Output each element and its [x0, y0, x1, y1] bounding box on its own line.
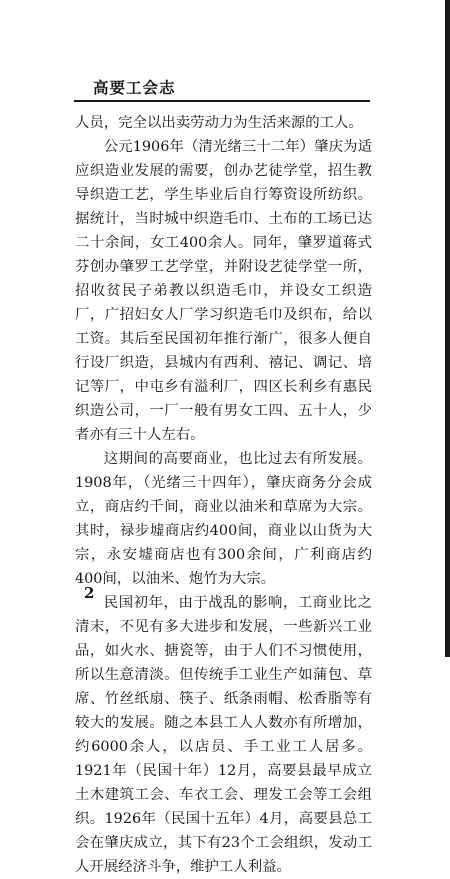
paragraph: 这期间的高要商业，也比过去有所发展。1908年，（光绪三十四年），肇庆商务分会成立，商店约千间，商业以油米和草席为大宗。其时，禄步墟商店约400间，商业以山货为大宗，永安墟商店也有300余间，广利商店约400间，以油米、炮竹为大宗。: [75, 451, 372, 587]
page-number: 2: [84, 584, 95, 602]
header-rule: [74, 100, 370, 102]
paragraph: 民国初年，由于战乱的影响，工商业比之清末，不见有多大进步和发展，一些新兴工业品，如火水、搪瓷等，由于人们不习惯使用，所以生意清淡。但传统手工业生产如蒲包、草席、竹丝纸扇、筷子、纸条雨帽、松香脂等有较大的发展。随之本县工人人数亦有所增加，约6000余人，以店员、手工业工人居多。1921年（民国十年）12月，高要县最早成立土木建筑工会、车衣工会、理发工会等工会组织。1926年（民国十五年）4月，高要县总工会在肇庆成立，其下有23个工会组织，发动工人开展经济斗争，维护工人利益。: [75, 595, 372, 875]
running-header-title: 高要工会志: [93, 78, 176, 97]
page-edge-shadow: [445, 0, 450, 657]
paragraph: 公元1906年（清光绪三十二年）肇庆为适应织造业发展的需要，创办艺徒学堂，招生教导织造工艺，学生毕业后自行筹资设所纺织。据统计，当时城中织造毛巾、土布的工场已达二十余间，女工400余人。同年，肇罗道蒋式芬创办肇罗工艺学堂，并附设艺徒学堂一所，招收贫民子弟教以织造毛巾，并设女工织造厂，广招妇女人厂学习织造毛巾及织布，给以工资。其后至民国初年推行渐广，很多人便自行设厂织造，县城内有西利、禧记、调记、培记等厂，中屯乡有溢利厂，四区长利乡有惠民织造公司，一厂一般有男女工四、五十人，少者亦有三十人左右。: [75, 139, 372, 443]
paragraph: 人员，完全以出卖劳动力为生活来源的工人。: [75, 115, 363, 131]
body-text: [75, 111, 372, 879]
